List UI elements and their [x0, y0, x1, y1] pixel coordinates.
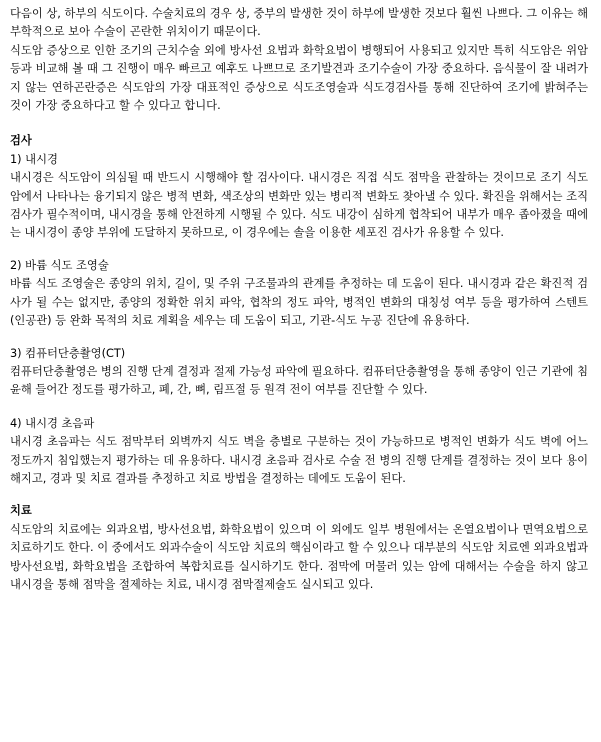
exam-item-body: 바륨 식도 조영술은 종양의 위치, 길이, 및 주위 구조물과의 관계를 추정하는 데 도움이 된다. 내시경과 같은 확진적 검사가 될 수는 없지만, 종양의 정확한 위치 파악, 협착의 정도 파악, 병적인 변화의 대칭성 여부 등을 평가하여 스텐트(인공관) 등 완화 목적의 치료 계획을 세우는 데 도움이 되고, 기관-식도 누공 진단에 유용하다.	[10, 277, 588, 328]
exam-item-title: 2) 바륨 식도 조영술	[10, 258, 109, 272]
section-spacer	[10, 115, 588, 132]
exam-item-title: 4) 내시경 초음파	[10, 416, 95, 430]
section-spacer	[10, 488, 588, 502]
section-spacer	[10, 243, 588, 257]
exam-item-body: 내시경은 식도암이 의심될 때 반드시 시행해야 할 검사이다. 내시경은 직접 식도 점막을 관찰하는 것이므로 조기 식도암에서 나타나는 융기되지 않은 병적 변화, 색조상의 변화만 있는 병리적 변화도 찾아낼 수 있다. 확진을 위해서는 조직검사가 필수적이며, 내시경을 통해 안전하게 시행될 수 있다. 식도 내강이 심하게 협착되어 내부가 매우 좁아졌을 때에는 내시경이 종양 부위에 도달하지 못하므로, 이 경우에는 솔을 이용한 세포진 검사가 유용할 수 있다.	[10, 171, 588, 240]
exam-heading: 검사	[10, 134, 32, 148]
intro-paragraph-2: 식도암 증상으로 인한 조기의 근치수술 외에 방사선 요법과 화학요법이 병행되어 사용되고 있지만 특히 식도암은 위암 등과 비교해 볼 때 그 진행이 매우 빠르고 예후도 나쁘므로 조기발견과 조기수술이 가장 중요하다. 음식물이 잘 내려가지 않는 연하곤란증은 식도암의 가장 대표적인 증상으로 식도조영술과 식도경검사를 통해 진단하여 조기에 밝혀주는 것이 가장 중요하다고 할 수 있다고 합니다.	[10, 43, 588, 113]
section-spacer	[10, 400, 588, 415]
section-spacer	[10, 331, 588, 345]
exam-item-body: 내시경 초음파는 식도 점막부터 외벽까지 식도 벽을 층별로 구분하는 것이 가능하므로 병적인 변화가 식도 벽에 어느 정도까지 침입했는지 평가하는 데 유용하다. 내시경 초음파 검사로 수술 전 병의 진행 단계를 결정하는 것이 보다 용이해지고, 경과 및 치료 결과를 추정하고 치료 방법을 결정하는 데에도 도움이 된다.	[10, 435, 588, 485]
exam-item-title: 1) 내시경	[10, 152, 58, 166]
exam-item-title: 3) 컴퓨터단층촬영(CT)	[10, 346, 126, 360]
intro-paragraph-1: 다음이 상, 하부의 식도이다. 수술치료의 경우 상, 중부의 발생한 것이 하부에 발생한 것보다 훨씬 나쁘다. 그 이유는 해부학적으로 보아 수술이 곤란한 위치이기 때문이다.	[10, 7, 588, 39]
treatment-body: 식도암의 치료에는 외과요법, 방사선요법, 화학요법이 있으며 이 외에도 일부 병원에서는 온열요법이나 면역요법으로 치료하기도 한다. 이 중에서도 외과수술이 식도암 치료의 핵심이라고 할 수 있으나 대부분의 식도암 치료엔 외과요법과 방사선요법, 화학요법을 조합하여 복합치료를 실시하기도 한다. 점막에 머물러 있는 암에 대해서는 수술을 하지 않고 내시경을 통해 점막을 절제하는 치료, 내시경 점막절제술도 실시되고 있다.	[10, 522, 588, 591]
treatment-heading: 치료	[10, 504, 32, 518]
exam-item-body: 컴퓨터단층촬영은 병의 진행 단계 결정과 절제 가능성 파악에 필요하다. 컴퓨터단층촬영을 통해 종양이 인근 기관에 침윤해 들어간 정도를 평가하고, 폐, 간, 뼈, 림프절 등 원격 전이 여부를 진단할 수 있다.	[10, 364, 588, 397]
